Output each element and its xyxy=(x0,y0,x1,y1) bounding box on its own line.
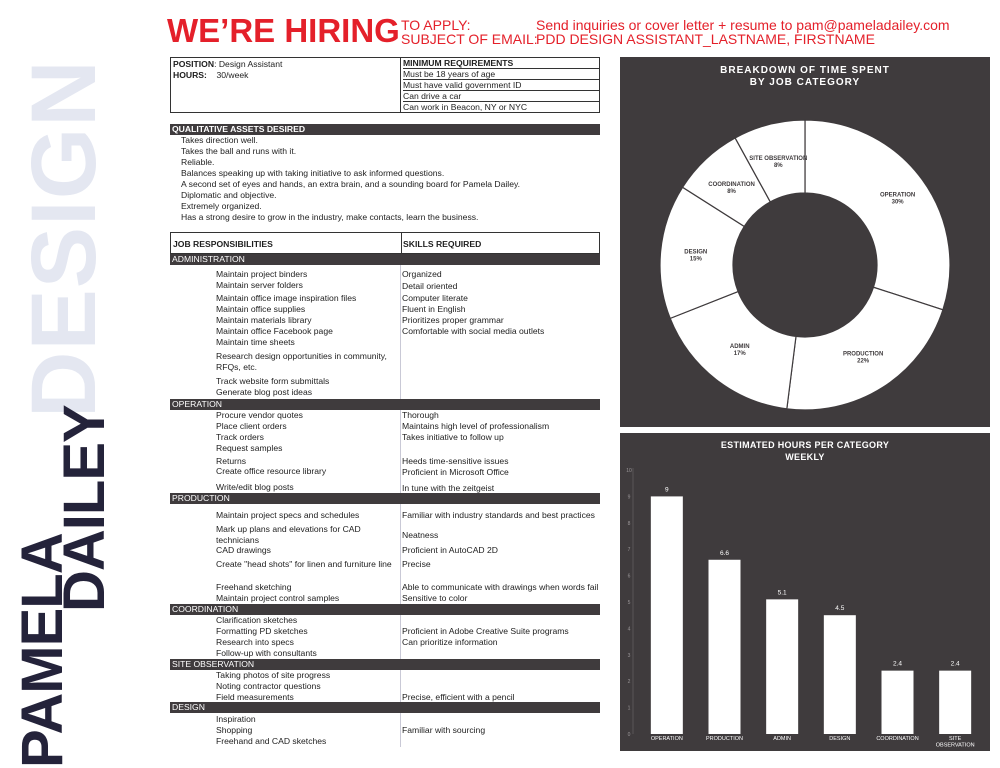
responsibilities-header xyxy=(170,232,600,254)
position-table xyxy=(170,57,600,113)
skill-item: Familiar with industry standards and best practices xyxy=(402,510,595,520)
y-tick-label: 0 xyxy=(627,732,631,738)
skill-item: Familiar with sourcing xyxy=(402,725,486,735)
task-item: Create office resource library xyxy=(216,466,327,476)
donut-chart xyxy=(620,57,990,427)
apply-labels xyxy=(401,18,538,46)
y-tick-label: 7 xyxy=(627,547,631,554)
skill-item: Computer literate xyxy=(402,293,468,303)
subject-label: SUBJECT OF EMAIL: xyxy=(401,31,538,47)
task-item: Procure vendor quotes xyxy=(216,410,303,420)
task-item: Maintain time sheets xyxy=(216,337,295,347)
x-tick-label: OPERATION xyxy=(650,736,683,742)
task-item: Shopping xyxy=(216,725,253,735)
y-tick-label: 2 xyxy=(627,679,631,686)
x-tick-label: PRODUCTION xyxy=(706,736,743,742)
section-bar-operation: OPERATION xyxy=(170,399,600,410)
donut-slice-label: PRODUCTION xyxy=(842,351,884,358)
task-item: Mark up plans and elevations for CAD technicians xyxy=(216,524,361,545)
task-item: Track orders xyxy=(216,432,264,442)
apply-values xyxy=(536,18,950,46)
requirements-title: MINIMUM REQUIREMENTS xyxy=(403,58,599,69)
skill-item: Maintains high level of professionalism xyxy=(402,421,550,431)
task-item: Taking photos of site progress xyxy=(216,670,331,680)
list-item: Has a strong desire to grow in the industry, make contacts, learn the business. xyxy=(181,212,479,222)
skill-item: Heeds time-sensitive issues xyxy=(402,456,509,466)
requirement-item: Must be 18 years of age xyxy=(403,69,599,80)
donut-title-line2: BY JOB CATEGORY xyxy=(749,77,861,88)
skill-item: Proficient in AutoCAD 2D xyxy=(402,545,499,555)
bar xyxy=(651,496,683,734)
bar xyxy=(882,671,914,734)
requirements-list xyxy=(403,58,599,113)
task-item: Inspiration xyxy=(216,714,256,724)
task-item: Clarification sketches xyxy=(216,615,298,625)
x-tick-label: OBSERVATION xyxy=(935,742,975,749)
brand-vertical xyxy=(0,0,160,768)
y-tick-label: 3 xyxy=(627,652,631,659)
y-tick-label: 8 xyxy=(627,520,631,527)
x-tick-label: SITE xyxy=(949,736,962,742)
skill-item: Organized xyxy=(402,269,442,279)
brand-pamela-text: PAMELA xyxy=(10,533,75,768)
task-item: Track website form submittals xyxy=(216,376,330,386)
qualitative-list xyxy=(181,135,520,223)
task-item: Create "head shots" for linen and furniture line xyxy=(216,559,392,569)
y-tick-label: 9 xyxy=(627,494,631,501)
position-info xyxy=(173,59,282,81)
task-item: Generate blog post ideas xyxy=(216,387,313,397)
skill-item: Comfortable with social media outlets xyxy=(402,326,545,336)
task-item: Place client orders xyxy=(216,421,287,431)
task-item: Maintain server folders xyxy=(216,280,303,290)
qualitative-title-bar: QUALITATIVE ASSETS DESIRED xyxy=(170,124,600,135)
to-apply-label: TO APPLY: xyxy=(401,17,471,33)
subject-value: PDD DESIGN ASSISTANT_LASTNAME, FIRSTNAME xyxy=(536,31,875,47)
task-item: Returns xyxy=(216,456,247,466)
bar-value-label: 4.5 xyxy=(835,605,845,613)
y-tick-label: 4 xyxy=(627,626,631,633)
donut-slice-percent: 8% xyxy=(773,163,783,170)
donut-slice-percent: 22% xyxy=(857,358,870,365)
task-item: Maintain project specs and schedules xyxy=(216,510,360,520)
skill-item: Neatness xyxy=(402,530,439,540)
position-value: : Design Assistant xyxy=(214,59,283,69)
skill-item: In tune with the zeitgeist xyxy=(402,483,495,493)
bar xyxy=(939,671,971,734)
list-item: Extremely organized. xyxy=(181,201,262,211)
skill-item: Able to communicate with drawings when words fail xyxy=(402,582,599,592)
y-tick-label: 1 xyxy=(627,705,631,712)
donut-slice-label: DESIGN xyxy=(684,249,708,256)
skill-item: Precise, efficient with a pencil xyxy=(402,692,515,702)
hours-value: 30/week xyxy=(216,70,249,80)
y-tick-label: 10 xyxy=(626,468,632,474)
bar-title-line2: WEEKLY xyxy=(785,452,825,462)
header-divider xyxy=(401,233,402,253)
job-responsibilities-heading: JOB RESPONSIBILITIES xyxy=(173,239,273,249)
requirement-item: Must have valid government ID xyxy=(403,80,599,91)
hours-label: HOURS: xyxy=(173,70,207,80)
task-item: Noting contractor questions xyxy=(216,681,321,691)
requirement-item: Can work in Beacon, NY or NYC xyxy=(403,102,528,112)
bar-value-label: 9 xyxy=(665,486,669,494)
skills-required-heading: SKILLS REQUIRED xyxy=(403,239,482,249)
skill-item: Proficient in Microsoft Office xyxy=(402,467,509,477)
donut-slice-label: OPERATION xyxy=(880,192,916,199)
skill-item: Can prioritize information xyxy=(402,637,498,647)
x-tick-label: ADMIN xyxy=(773,736,792,742)
skill-item: Thorough xyxy=(402,410,439,420)
bar xyxy=(824,615,856,734)
task-item: Formatting PD sketches xyxy=(216,626,308,636)
position-label: POSITION xyxy=(173,59,215,69)
skill-item: Sensitive to color xyxy=(402,593,468,603)
brand-design-text: DESIGN xyxy=(13,59,115,418)
skill-item: Precise xyxy=(402,559,431,569)
task-item: Maintain office Facebook page xyxy=(216,326,333,336)
task-item: Maintain project control samples xyxy=(216,593,340,603)
donut-slice-percent: 30% xyxy=(891,199,904,206)
list-item: Takes direction well. xyxy=(181,135,258,145)
skill-item: Prioritizes proper grammar xyxy=(402,315,504,325)
task-item: Write/edit blog posts xyxy=(216,482,294,492)
section-bar-site-observation: SITE OBSERVATION xyxy=(170,659,600,670)
bar-value-label: 2.4 xyxy=(892,660,903,668)
list-item: Balances speaking up with taking initiative to ask informed questions. xyxy=(181,168,445,178)
bar-title-line1: ESTIMATED HOURS PER CATEGORY xyxy=(720,440,890,450)
donut-hole xyxy=(733,193,877,337)
skill-item: Detail oriented xyxy=(402,281,458,291)
task-item: Request samples xyxy=(216,443,283,453)
task-item: Follow-up with consultants xyxy=(216,648,317,658)
skill-item: Proficient in Adobe Creative Suite programs xyxy=(402,626,569,636)
bar xyxy=(766,599,798,734)
donut-chart-panel xyxy=(620,57,990,427)
donut-slice-percent: 15% xyxy=(689,256,702,263)
task-item: Maintain office supplies xyxy=(216,304,306,314)
list-item: A second set of eyes and hands, an extra brain, and a sounding board for Pamela Dailey. xyxy=(181,179,521,189)
section-bar-administration: ADMINISTRATION xyxy=(170,254,600,265)
bar-chart xyxy=(620,433,990,751)
task-item: Field measurements xyxy=(216,692,294,702)
list-item: Takes the ball and runs with it. xyxy=(181,146,297,156)
section-bar-design: DESIGN xyxy=(170,702,600,713)
x-tick-label: DESIGN xyxy=(829,736,851,742)
list-item: Diplomatic and objective. xyxy=(181,190,277,200)
donut-slice-label: SITE OBSERVATION xyxy=(749,156,808,163)
task-item: Freehand and CAD sketches xyxy=(216,736,327,746)
y-tick-label: 5 xyxy=(627,600,631,606)
task-item: CAD drawings xyxy=(216,545,271,555)
donut-slice-label: ADMIN xyxy=(729,344,750,351)
skill-item: Takes initiative to follow up xyxy=(402,432,504,442)
task-item: Freehand sketching xyxy=(216,582,292,592)
task-item: Maintain project binders xyxy=(216,269,308,279)
y-tick-label: 6 xyxy=(627,573,631,580)
page-title: WE’RE HIRING xyxy=(167,12,400,49)
task-item: Research design opportunities in community, RFQs, etc. xyxy=(216,351,387,372)
x-tick-label: COORDINATION xyxy=(876,736,919,742)
bar-value-label: 2.4 xyxy=(950,660,960,668)
brand-dailey-text: DAILEY xyxy=(52,405,117,612)
to-apply-value: Send inquiries or cover letter + resume to pam@pameladailey.com xyxy=(536,17,950,33)
donut-title-line1: BREAKDOWN OF TIME SPENT xyxy=(720,65,890,76)
donut-slice-percent: 8% xyxy=(727,188,736,195)
donut-slice-percent: 17% xyxy=(733,351,746,358)
skill-item: Fluent in English xyxy=(402,304,466,314)
bar-value-label: 6.6 xyxy=(719,549,730,557)
bar xyxy=(709,560,741,734)
section-bar-coordination: COORDINATION xyxy=(170,604,600,615)
table-divider xyxy=(400,58,401,112)
requirement-item: Can drive a car xyxy=(403,91,599,102)
bar-chart-panel xyxy=(620,433,990,751)
bar-value-label: 5.1 xyxy=(777,589,787,597)
task-item: Maintain materials library xyxy=(216,315,312,325)
task-item: Maintain office image inspiration files xyxy=(216,293,357,303)
donut-slice-label: COORDINATION xyxy=(708,181,755,188)
task-item: Research into specs xyxy=(216,637,294,647)
section-bar-production: PRODUCTION xyxy=(170,493,600,504)
list-item: Reliable. xyxy=(181,157,215,167)
